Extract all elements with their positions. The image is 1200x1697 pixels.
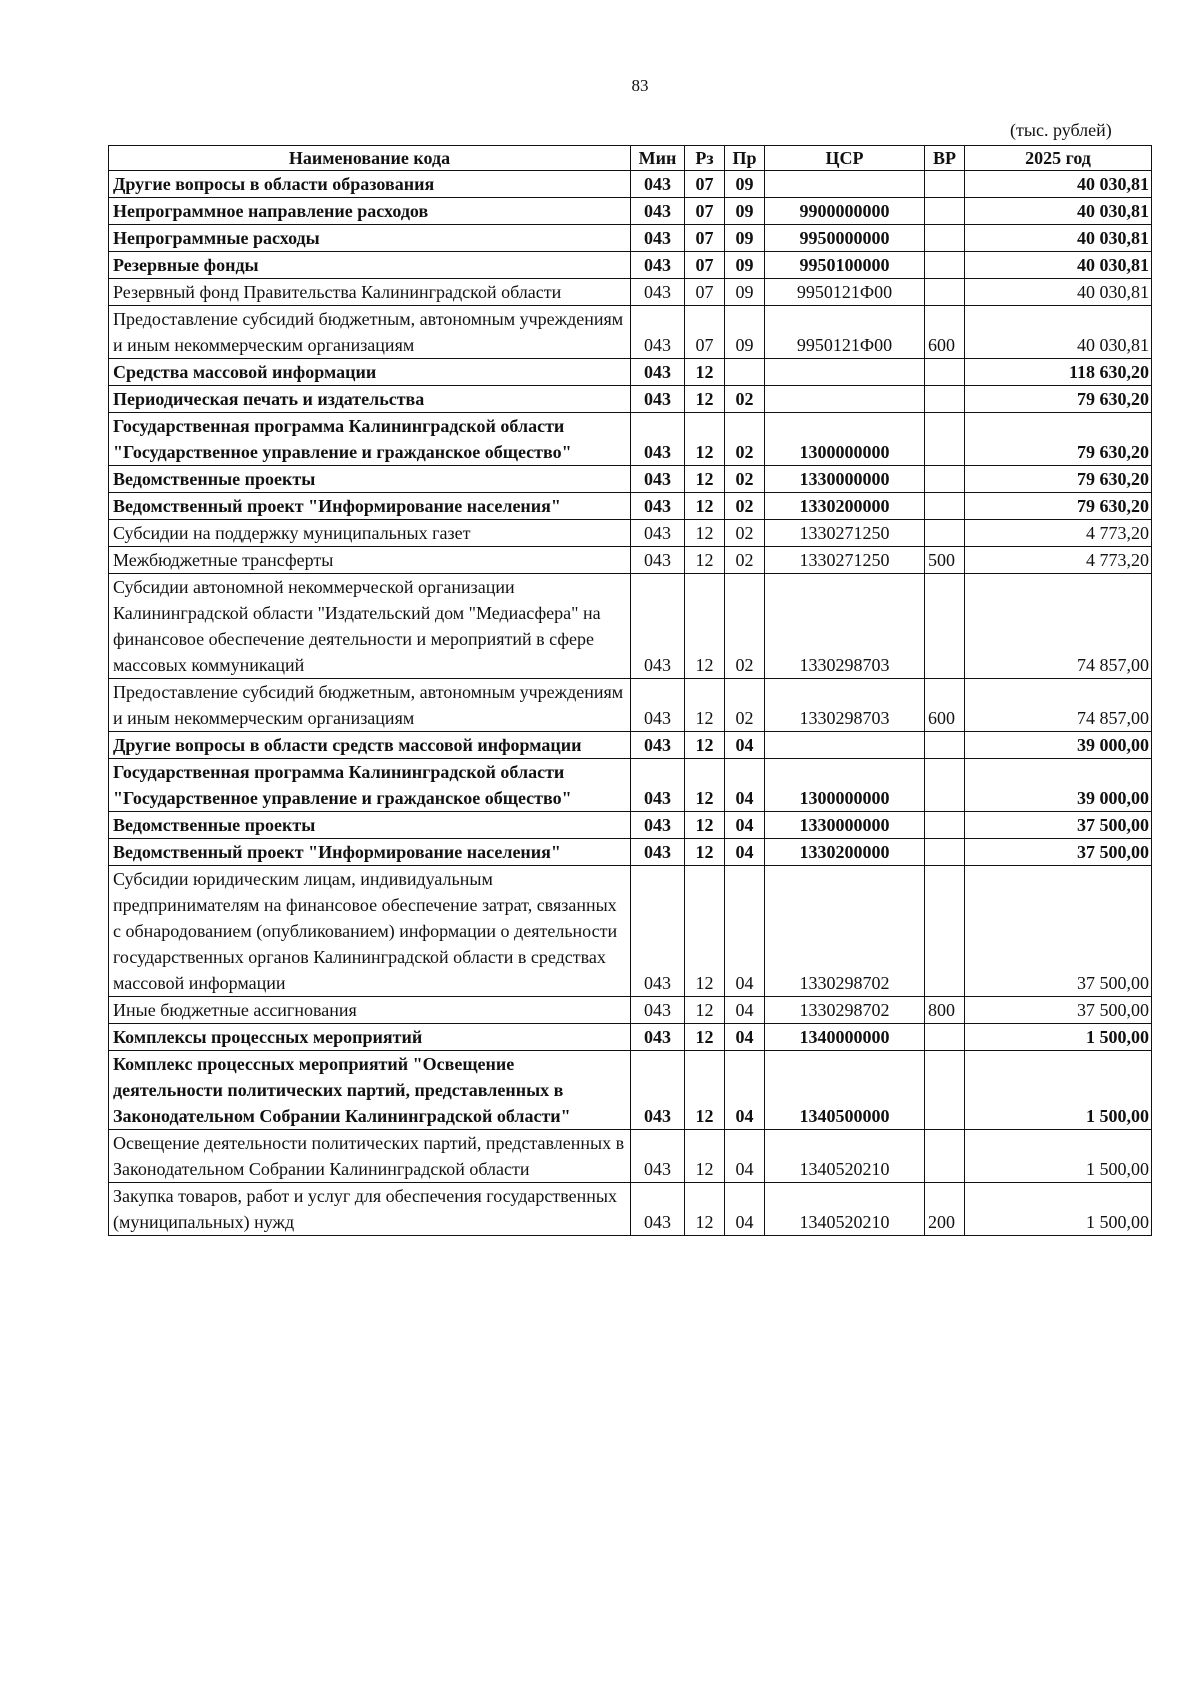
- table-row: [109, 574, 1152, 679]
- cell-pr: 02: [725, 493, 765, 520]
- cell-rz: 12: [685, 413, 725, 466]
- cell-pr: 04: [725, 839, 765, 866]
- cell-name: Другие вопросы в области образования: [109, 171, 631, 198]
- cell-min: 043: [631, 1024, 685, 1051]
- table-row: [109, 997, 1152, 1024]
- cell-csr: 9950121Ф00: [765, 279, 925, 306]
- cell-name: Комплексы процессных мероприятий: [109, 1024, 631, 1051]
- cell-rz: 12: [685, 359, 725, 386]
- cell-pr: 09: [725, 225, 765, 252]
- cell-vr: [925, 413, 965, 466]
- cell-pr: 04: [725, 732, 765, 759]
- cell-pr: 02: [725, 520, 765, 547]
- table-body: [109, 171, 1152, 1236]
- cell-pr: 04: [725, 1130, 765, 1183]
- cell-pr: 02: [725, 547, 765, 574]
- cell-amount: 118 630,20: [965, 359, 1152, 386]
- cell-name: Предоставление субсидий бюджетным, автономным учреждениям и иным некоммерческим организациям: [109, 306, 631, 359]
- cell-rz: 12: [685, 1024, 725, 1051]
- cell-min: 043: [631, 386, 685, 413]
- cell-min: 043: [631, 839, 685, 866]
- table-row: [109, 493, 1152, 520]
- cell-csr: 1330271250: [765, 520, 925, 547]
- cell-name: Предоставление субсидий бюджетным, автономным учреждениям и иным некоммерческим организациям: [109, 679, 631, 732]
- cell-csr: [765, 171, 925, 198]
- cell-name: Резервный фонд Правительства Калининградской области: [109, 279, 631, 306]
- cell-amount: 40 030,81: [965, 252, 1152, 279]
- cell-vr: [925, 1051, 965, 1130]
- cell-vr: 600: [925, 306, 965, 359]
- cell-min: 043: [631, 279, 685, 306]
- cell-pr: 09: [725, 279, 765, 306]
- cell-vr: [925, 732, 965, 759]
- cell-min: 043: [631, 225, 685, 252]
- cell-csr: 1330298703: [765, 574, 925, 679]
- cell-pr: 02: [725, 466, 765, 493]
- cell-pr: 09: [725, 198, 765, 225]
- cell-vr: 200: [925, 1183, 965, 1236]
- cell-csr: 1340500000: [765, 1051, 925, 1130]
- table-row: [109, 386, 1152, 413]
- cell-min: 043: [631, 1051, 685, 1130]
- cell-min: 043: [631, 1130, 685, 1183]
- cell-vr: [925, 466, 965, 493]
- table-row: [109, 225, 1152, 252]
- cell-pr: 04: [725, 1183, 765, 1236]
- unit-note: (тыс. рублей): [1010, 120, 1112, 140]
- cell-amount: 79 630,20: [965, 466, 1152, 493]
- table-row: [109, 1051, 1152, 1130]
- table-row: [109, 171, 1152, 198]
- cell-rz: 07: [685, 171, 725, 198]
- cell-vr: [925, 198, 965, 225]
- cell-name: Ведомственный проект "Информирование населения": [109, 493, 631, 520]
- table-row: [109, 1130, 1152, 1183]
- cell-rz: 12: [685, 732, 725, 759]
- cell-csr: 1330000000: [765, 812, 925, 839]
- cell-vr: [925, 279, 965, 306]
- cell-vr: [925, 359, 965, 386]
- cell-amount: 1 500,00: [965, 1130, 1152, 1183]
- cell-pr: 04: [725, 759, 765, 812]
- cell-amount: 79 630,20: [965, 493, 1152, 520]
- cell-name: Непрограммные расходы: [109, 225, 631, 252]
- cell-min: 043: [631, 413, 685, 466]
- cell-rz: 07: [685, 198, 725, 225]
- cell-name: Непрограммное направление расходов: [109, 198, 631, 225]
- cell-name: Ведомственные проекты: [109, 466, 631, 493]
- cell-pr: 04: [725, 1024, 765, 1051]
- cell-csr: 1330298702: [765, 997, 925, 1024]
- header-rz: Рз: [685, 146, 725, 171]
- cell-vr: [925, 225, 965, 252]
- cell-vr: 600: [925, 679, 965, 732]
- cell-csr: [765, 359, 925, 386]
- table-row: [109, 198, 1152, 225]
- cell-min: 043: [631, 732, 685, 759]
- cell-vr: [925, 866, 965, 997]
- cell-min: 043: [631, 171, 685, 198]
- cell-csr: 1300000000: [765, 413, 925, 466]
- cell-vr: 800: [925, 997, 965, 1024]
- cell-vr: [925, 493, 965, 520]
- cell-csr: [765, 386, 925, 413]
- cell-csr: 1330298702: [765, 866, 925, 997]
- cell-rz: 12: [685, 866, 725, 997]
- cell-min: 043: [631, 997, 685, 1024]
- cell-rz: 12: [685, 997, 725, 1024]
- cell-vr: [925, 520, 965, 547]
- cell-min: 043: [631, 520, 685, 547]
- cell-min: 043: [631, 547, 685, 574]
- cell-rz: 12: [685, 679, 725, 732]
- cell-name: Субсидии на поддержку муниципальных газет: [109, 520, 631, 547]
- cell-min: 043: [631, 306, 685, 359]
- cell-amount: 40 030,81: [965, 306, 1152, 359]
- cell-amount: 40 030,81: [965, 225, 1152, 252]
- table-row: [109, 1024, 1152, 1051]
- cell-amount: 37 500,00: [965, 839, 1152, 866]
- table-row: [109, 732, 1152, 759]
- cell-rz: 07: [685, 306, 725, 359]
- table-row: [109, 547, 1152, 574]
- cell-csr: 1340000000: [765, 1024, 925, 1051]
- header-min: Мин: [631, 146, 685, 171]
- cell-rz: 12: [685, 1130, 725, 1183]
- header-year: 2025 год: [965, 146, 1152, 171]
- cell-amount: 40 030,81: [965, 198, 1152, 225]
- cell-csr: 1340520210: [765, 1183, 925, 1236]
- cell-min: 043: [631, 1183, 685, 1236]
- table-header-row: [109, 146, 1152, 171]
- cell-pr: [725, 359, 765, 386]
- cell-amount: 79 630,20: [965, 386, 1152, 413]
- cell-vr: [925, 812, 965, 839]
- cell-pr: 09: [725, 171, 765, 198]
- table-row: [109, 306, 1152, 359]
- cell-pr: 04: [725, 997, 765, 1024]
- cell-csr: 1330271250: [765, 547, 925, 574]
- header-vr: ВР: [925, 146, 965, 171]
- cell-amount: 4 773,20: [965, 520, 1152, 547]
- cell-name: Резервные фонды: [109, 252, 631, 279]
- cell-pr: 04: [725, 866, 765, 997]
- table-row: [109, 520, 1152, 547]
- table-row: [109, 1183, 1152, 1236]
- cell-min: 043: [631, 493, 685, 520]
- cell-rz: 12: [685, 839, 725, 866]
- budget-table: [108, 145, 1152, 1236]
- cell-vr: [925, 252, 965, 279]
- cell-name: Государственная программа Калининградской области "Государственное управление и гражданское общество": [109, 413, 631, 466]
- cell-min: 043: [631, 759, 685, 812]
- cell-pr: 02: [725, 413, 765, 466]
- table-row: [109, 759, 1152, 812]
- cell-vr: 500: [925, 547, 965, 574]
- cell-min: 043: [631, 812, 685, 839]
- cell-name: Другие вопросы в области средств массовой информации: [109, 732, 631, 759]
- cell-name: Комплекс процессных мероприятий "Освещение деятельности политических партий, представленных в Законодательном Собрании Калининградской области": [109, 1051, 631, 1130]
- table-row: [109, 279, 1152, 306]
- cell-csr: 1330200000: [765, 493, 925, 520]
- table-row: [109, 466, 1152, 493]
- cell-amount: 74 857,00: [965, 574, 1152, 679]
- cell-name: Субсидии автономной некоммерческой организации Калининградской области "Издательский дом "Медиасфера" на финансовое обеспечение деятельности и мероприятий в сфере массовых коммуникаций: [109, 574, 631, 679]
- table-row: [109, 413, 1152, 466]
- cell-rz: 12: [685, 759, 725, 812]
- cell-pr: 02: [725, 574, 765, 679]
- cell-amount: 74 857,00: [965, 679, 1152, 732]
- table-row: [109, 839, 1152, 866]
- cell-rz: 12: [685, 386, 725, 413]
- cell-amount: 4 773,20: [965, 547, 1152, 574]
- cell-min: 043: [631, 359, 685, 386]
- cell-amount: 39 000,00: [965, 732, 1152, 759]
- cell-min: 043: [631, 679, 685, 732]
- header-csr: ЦСР: [765, 146, 925, 171]
- cell-csr: [765, 732, 925, 759]
- cell-rz: 12: [685, 1183, 725, 1236]
- cell-pr: 04: [725, 1051, 765, 1130]
- cell-name: Межбюджетные трансферты: [109, 547, 631, 574]
- cell-rz: 12: [685, 1051, 725, 1130]
- cell-name: Ведомственный проект "Информирование населения": [109, 839, 631, 866]
- page-number: 83: [631, 76, 649, 95]
- table-row: [109, 252, 1152, 279]
- cell-name: Государственная программа Калининградской области "Государственное управление и гражданское общество": [109, 759, 631, 812]
- cell-rz: 07: [685, 225, 725, 252]
- cell-vr: [925, 1130, 965, 1183]
- cell-rz: 07: [685, 279, 725, 306]
- cell-name: Освещение деятельности политических партий, представленных в Законодательном Собрании Калининградской области: [109, 1130, 631, 1183]
- cell-name: Периодическая печать и издательства: [109, 386, 631, 413]
- cell-vr: [925, 574, 965, 679]
- cell-name: Субсидии юридическим лицам, индивидуальным предпринимателям на финансовое обеспечение затрат, связанных с обнародованием (опубликованием) информации о деятельности государственных органов Калининградской области в средствах массовой информации: [109, 866, 631, 997]
- cell-vr: [925, 759, 965, 812]
- cell-name: Иные бюджетные ассигнования: [109, 997, 631, 1024]
- table-row: [109, 812, 1152, 839]
- cell-csr: 1330298703: [765, 679, 925, 732]
- cell-pr: 04: [725, 812, 765, 839]
- cell-rz: 12: [685, 547, 725, 574]
- cell-name: Средства массовой информации: [109, 359, 631, 386]
- cell-amount: 39 000,00: [965, 759, 1152, 812]
- table-row: [109, 679, 1152, 732]
- cell-min: 043: [631, 198, 685, 225]
- cell-vr: [925, 386, 965, 413]
- cell-rz: 07: [685, 252, 725, 279]
- table-row: [109, 866, 1152, 997]
- cell-pr: 09: [725, 252, 765, 279]
- cell-rz: 12: [685, 574, 725, 679]
- cell-rz: 12: [685, 493, 725, 520]
- cell-csr: 9950000000: [765, 225, 925, 252]
- table-row: [109, 359, 1152, 386]
- header-pr: Пр: [725, 146, 765, 171]
- cell-csr: 1340520210: [765, 1130, 925, 1183]
- cell-vr: [925, 171, 965, 198]
- cell-amount: 1 500,00: [965, 1024, 1152, 1051]
- cell-csr: 1330000000: [765, 466, 925, 493]
- cell-csr: 9950100000: [765, 252, 925, 279]
- cell-rz: 12: [685, 812, 725, 839]
- header-name: Наименование кода: [109, 146, 631, 171]
- cell-min: 043: [631, 866, 685, 997]
- cell-csr: 9950121Ф00: [765, 306, 925, 359]
- cell-rz: 12: [685, 466, 725, 493]
- cell-name: Ведомственные проекты: [109, 812, 631, 839]
- cell-amount: 37 500,00: [965, 997, 1152, 1024]
- cell-amount: 40 030,81: [965, 171, 1152, 198]
- cell-csr: 9900000000: [765, 198, 925, 225]
- cell-csr: 1300000000: [765, 759, 925, 812]
- cell-pr: 02: [725, 679, 765, 732]
- cell-pr: 02: [725, 386, 765, 413]
- cell-min: 043: [631, 466, 685, 493]
- cell-rz: 12: [685, 520, 725, 547]
- cell-min: 043: [631, 574, 685, 679]
- cell-csr: 1330200000: [765, 839, 925, 866]
- cell-amount: 1 500,00: [965, 1051, 1152, 1130]
- cell-vr: [925, 1024, 965, 1051]
- cell-name: Закупка товаров, работ и услуг для обеспечения государственных (муниципальных) нужд: [109, 1183, 631, 1236]
- cell-vr: [925, 839, 965, 866]
- cell-amount: 79 630,20: [965, 413, 1152, 466]
- cell-amount: 40 030,81: [965, 279, 1152, 306]
- cell-pr: 09: [725, 306, 765, 359]
- cell-amount: 37 500,00: [965, 866, 1152, 997]
- cell-amount: 37 500,00: [965, 812, 1152, 839]
- cell-min: 043: [631, 252, 685, 279]
- cell-amount: 1 500,00: [965, 1183, 1152, 1236]
